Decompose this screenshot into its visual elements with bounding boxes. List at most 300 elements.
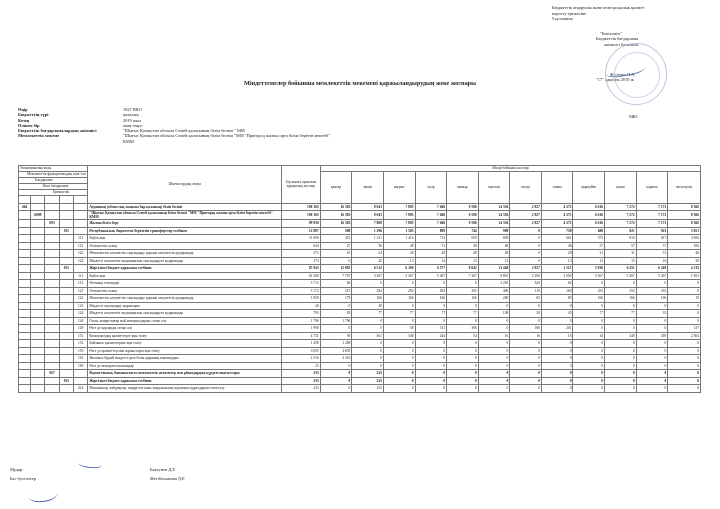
month-value-cell: 51 xyxy=(415,242,447,250)
expense-name-cell: Жалпы білім беру xyxy=(88,220,282,228)
month-value-cell: 0 xyxy=(541,355,573,363)
footer-signatures xyxy=(10,465,310,483)
table-row xyxy=(19,250,701,258)
code-cell: 122 xyxy=(74,295,88,303)
code-cell: 414 xyxy=(74,385,88,393)
code-cell xyxy=(45,377,59,385)
month-value-cell: 252 xyxy=(573,287,605,295)
month-value-cell: 0 xyxy=(383,377,415,385)
total-cell: 87 043 xyxy=(282,265,321,273)
meta-value: 2019 жыл xyxy=(123,117,142,123)
month-value-cell: 0 xyxy=(573,347,605,355)
code-cell xyxy=(19,317,31,325)
table-row xyxy=(19,265,701,273)
month-value-cell: 0 xyxy=(668,347,701,355)
code-cell xyxy=(19,211,31,220)
month-value-cell: 758 xyxy=(541,227,573,235)
month-value-cell: 7 805 xyxy=(383,203,415,211)
month-value-cell: 0 xyxy=(636,377,668,385)
code-cell xyxy=(59,235,73,243)
table-row xyxy=(19,242,701,250)
table-row xyxy=(19,227,701,235)
header-total: Бір жылға арналған қаржылық жоспар xyxy=(282,166,321,204)
month-value-cell: 714 xyxy=(415,235,447,243)
code-cell xyxy=(19,257,31,265)
month-value-cell: 3 265 xyxy=(478,280,510,288)
month-value-cell: 16 383 xyxy=(320,211,352,220)
expense-name-cell: Еңбек ақы xyxy=(88,235,282,243)
month-value-cell: 511 xyxy=(415,325,447,333)
month-value-cell: 1 458 xyxy=(320,340,352,348)
code-cell xyxy=(19,370,31,378)
month-value-cell: 7 172 xyxy=(636,203,668,211)
approval-line: әкімшісі басшысы xyxy=(604,41,639,47)
code-cell xyxy=(31,280,45,288)
month-value-cell: 7 172 xyxy=(636,211,668,220)
month-value-cell: 31 xyxy=(573,250,605,258)
table-row xyxy=(19,295,701,303)
expense-name-cell: Әлеуметтік салық xyxy=(88,242,282,250)
code-cell xyxy=(31,332,45,340)
meta-value: қалалық xyxy=(123,112,139,118)
code-cell xyxy=(45,362,59,370)
month-value-cell: 0 xyxy=(668,280,701,288)
month-value-cell: 6 249 xyxy=(636,265,668,273)
month-value-cell: 77 xyxy=(352,310,384,318)
month-value-cell: 7 272 xyxy=(605,220,637,228)
month-value-cell: 0 xyxy=(352,362,384,370)
month-value-cell: 0 xyxy=(510,227,542,235)
month-value-cell: 1 416 xyxy=(383,235,415,243)
code-cell xyxy=(45,265,59,273)
month-value-cell: 0 xyxy=(605,377,637,385)
month-value-cell: 2 827 xyxy=(510,203,542,211)
month-value-cell: 235 xyxy=(352,385,384,393)
code-cell xyxy=(59,257,73,265)
month-value-cell: 0 xyxy=(415,385,447,393)
total-cell: 4 731 xyxy=(282,332,321,340)
total-cell: 3 835 xyxy=(282,347,321,355)
director-name: Бактунов Д.Е xyxy=(150,467,176,472)
month-value-cell: 921 xyxy=(605,227,637,235)
month-value-cell: 186 xyxy=(510,325,542,333)
table-row xyxy=(19,317,701,325)
month-value-cell: 0 xyxy=(352,280,384,288)
month-value-cell: 6 300 xyxy=(383,265,415,273)
month-value-cell: 0 xyxy=(668,287,701,295)
month-value-cell: 6 xyxy=(320,257,352,265)
code-cell xyxy=(45,272,59,280)
month-value-cell: 5 367 xyxy=(352,272,384,280)
month-value-cell: 235 xyxy=(352,370,384,378)
month-value-cell: 292 xyxy=(415,287,447,295)
expense-name-cell: Міндетті әлеуметтік медициналық сақтандыруға аударымдар xyxy=(88,310,282,318)
month-value-cell: 0 xyxy=(415,370,447,378)
month-value-cell: 0 xyxy=(352,355,384,363)
month-value-cell: 48 xyxy=(383,242,415,250)
total-cell: 11 699 xyxy=(282,235,321,243)
month-value-cell: 0 xyxy=(636,302,668,310)
month-value-cell: 0 xyxy=(415,340,447,348)
code-cell xyxy=(59,310,73,318)
month-value-cell: 252 xyxy=(605,287,637,295)
meta-value: 1827 ВКО xyxy=(123,107,142,112)
month-value-cell: 0 xyxy=(447,340,479,348)
code-cell xyxy=(59,250,73,258)
code-cell xyxy=(74,220,88,228)
month-value-cell: 1 505 xyxy=(383,227,415,235)
code-cell: 151 xyxy=(74,332,88,340)
code-cell xyxy=(59,370,73,378)
code-cell xyxy=(59,203,73,211)
month-value-cell: 0 xyxy=(320,325,352,333)
month-value-cell: 0 xyxy=(510,347,542,355)
code-cell xyxy=(45,340,59,348)
meta-label: Бюджеттік бағдарламалардың әкімшісі xyxy=(18,128,97,134)
month-value-cell: 0 xyxy=(510,370,542,378)
code-cell xyxy=(19,250,31,258)
month-value-cell: 0 xyxy=(478,355,510,363)
month-value-cell: 77 xyxy=(415,310,447,318)
month-value-cell: 0 xyxy=(383,302,415,310)
code-cell xyxy=(31,362,45,370)
month-value-cell: 400 xyxy=(478,287,510,295)
month-value-cell: 0 xyxy=(510,362,542,370)
month-value-cell: 0 xyxy=(320,385,352,393)
month-value-cell: 7 767 xyxy=(320,272,352,280)
code-cell xyxy=(45,211,59,220)
month-value-cell: 661 xyxy=(541,235,573,243)
month-value-cell: 0 xyxy=(668,340,701,348)
month-value-cell: 2 950 xyxy=(541,272,573,280)
total-cell: 793 xyxy=(282,310,321,318)
total-cell: 100 165 xyxy=(282,211,321,220)
month-value-cell: 0 xyxy=(605,302,637,310)
month-value-cell: 1 796 xyxy=(320,317,352,325)
table-row xyxy=(19,325,701,333)
expense-name-cell: Мемлекеттік әлеуметтік сақтандыру қорына әлеуметтік аударымдар xyxy=(88,295,282,303)
month-value-cell: 13 448 xyxy=(478,265,510,273)
month-value-cell: 0 xyxy=(605,325,637,333)
code-cell xyxy=(45,257,59,265)
month-value-cell: 16 xyxy=(478,332,510,340)
expense-name-cell: Отын, жанар-жағар май материалдарын сатып алу xyxy=(88,317,282,325)
expense-name-cell: Өзге де ағымдағы шығындар xyxy=(88,362,282,370)
month-value-cell: 0 xyxy=(541,302,573,310)
month-value-cell: 179 xyxy=(320,295,352,303)
month-value-cell: 0 xyxy=(478,362,510,370)
month-value-cell: 0 xyxy=(573,280,605,288)
month-value-cell: 0 xyxy=(383,280,415,288)
total-cell: 235 xyxy=(282,385,321,393)
code-cell xyxy=(59,242,73,250)
month-value-cell: 0 xyxy=(415,355,447,363)
table-body xyxy=(19,203,701,392)
month-value-cell: 0 xyxy=(573,340,605,348)
month-value-cell: 166 xyxy=(352,295,384,303)
month-value-cell: 0 xyxy=(573,362,605,370)
total-cell: 173 xyxy=(282,257,321,265)
code-cell xyxy=(19,325,31,333)
code-cell xyxy=(59,295,73,303)
month-value-cell: 46 xyxy=(541,242,573,250)
financing-plan-table xyxy=(18,165,701,393)
month-header: маусым xyxy=(478,172,510,204)
total-cell: 1 796 xyxy=(282,317,321,325)
month-value-cell: 0 xyxy=(352,317,384,325)
code-cell xyxy=(19,265,31,273)
expense-name-cell: Мемлекеттік әлеуметтік сақтандыру қорына әлеуметтік аударымдар xyxy=(88,250,282,258)
month-header: қыркүйек xyxy=(573,172,605,204)
month-value-cell: 5 367 xyxy=(383,272,415,280)
month-value-cell: 0 xyxy=(636,355,668,363)
code-cell xyxy=(31,272,45,280)
month-value-cell: 108 xyxy=(478,310,510,318)
month-value-cell: 561 xyxy=(352,332,384,340)
total-cell: 1 850 xyxy=(282,295,321,303)
code-cell: 111 xyxy=(74,272,88,280)
code-cell xyxy=(31,227,45,235)
month-value-cell: 66 xyxy=(320,280,352,288)
header-specific: Ерекшелік xyxy=(19,190,88,196)
month-value-cell: 0 xyxy=(352,347,384,355)
code-cell: 152 xyxy=(74,340,88,348)
month-value-cell: 0 xyxy=(383,385,415,393)
code-cell xyxy=(45,280,59,288)
code-cell: 113 xyxy=(74,280,88,288)
month-value-cell: 77 xyxy=(573,310,605,318)
month-value-cell: 166 xyxy=(605,295,637,303)
code-cell xyxy=(31,257,45,265)
code-cell: 011 xyxy=(59,227,73,235)
code-cell xyxy=(19,377,31,385)
month-value-cell: 508 xyxy=(320,227,352,235)
code-cell xyxy=(19,235,31,243)
month-header: наурыз xyxy=(383,172,415,204)
code-cell xyxy=(59,340,73,348)
month-value-cell: 0 xyxy=(447,377,479,385)
code-cell xyxy=(31,385,45,393)
month-value-cell: 0 xyxy=(447,385,479,393)
code-cell: 015 xyxy=(59,265,73,273)
month-value-cell: 0 xyxy=(510,385,542,393)
month-value-cell: 0 xyxy=(320,362,352,370)
code-cell: 6009 xyxy=(31,211,45,220)
total-cell: 12 887 xyxy=(282,227,321,235)
month-header: қаңтар xyxy=(320,172,352,204)
month-value-cell: 0 xyxy=(478,340,510,348)
month-value-cell: 0 xyxy=(510,235,542,243)
month-value-cell: 9 867 xyxy=(478,272,510,280)
month-value-cell: 57 xyxy=(605,242,637,250)
month-value-cell: 0 xyxy=(605,355,637,363)
month-value-cell: 46 xyxy=(668,250,701,258)
month-value-cell: 3 xyxy=(541,362,573,370)
month-value-cell: 16 xyxy=(320,250,352,258)
code-cell: 123 xyxy=(74,302,88,310)
total-cell: 2 316 xyxy=(282,355,321,363)
table-row xyxy=(19,302,701,310)
month-value-cell: 28 xyxy=(541,250,573,258)
month-value-cell: 0 xyxy=(447,362,479,370)
expense-name-cell: Өзге де қызметтер мен жұмыстарға ақы төлеу xyxy=(88,347,282,355)
month-value-cell: 5 936 xyxy=(573,265,605,273)
total-cell: 371 xyxy=(282,250,321,258)
month-value-cell: 34 xyxy=(573,332,605,340)
month-value-cell: 889 xyxy=(415,227,447,235)
table-row xyxy=(19,310,701,318)
month-value-cell: 0 xyxy=(541,340,573,348)
month-value-cell: 9 586 xyxy=(447,220,479,228)
month-value-cell: 7 466 xyxy=(415,211,447,220)
code-cell xyxy=(31,242,45,250)
month-value-cell: 320 xyxy=(510,280,542,288)
code-cell xyxy=(19,302,31,310)
month-value-cell: 48 xyxy=(478,242,510,250)
month-value-cell: 0 xyxy=(510,377,542,385)
month-value-cell: 6 616 xyxy=(573,203,605,211)
month-value-cell: 2 827 xyxy=(510,265,542,273)
month-value-cell: 0 xyxy=(415,280,447,288)
month-value-cell: 0 xyxy=(510,242,542,250)
table-row xyxy=(19,203,701,211)
code-cell: 003 xyxy=(45,220,59,228)
month-value-cell: 0 xyxy=(320,302,352,310)
month-value-cell: 57 xyxy=(636,242,668,250)
code-cell xyxy=(74,377,88,385)
month-value-cell: 0 xyxy=(668,310,701,318)
code-cell xyxy=(31,287,45,295)
code-cell xyxy=(19,340,31,348)
code-cell xyxy=(31,235,45,243)
code-cell xyxy=(31,310,45,318)
month-value-cell: 45 xyxy=(541,310,573,318)
table-row xyxy=(19,377,701,385)
month-value-cell: 348 xyxy=(383,332,415,340)
month-value-cell: 1 853 xyxy=(668,272,701,280)
month-value-cell: 160 xyxy=(541,287,573,295)
code-cell: 111 xyxy=(74,235,88,243)
total-cell: 100 165 xyxy=(282,203,321,211)
month-value-cell: 0 xyxy=(541,370,573,378)
month-value-cell: 396 xyxy=(447,325,479,333)
month-value-cell: 0 xyxy=(383,340,415,348)
code-cell xyxy=(19,280,31,288)
expense-name-cell: Еңбек ақы xyxy=(88,272,282,280)
expense-name-cell: Жергілікті бюджет қаражаты есебінен xyxy=(88,377,282,385)
month-value-cell: 13 xyxy=(541,257,573,265)
month-value-cell: 0 xyxy=(478,385,510,393)
month-value-cell: 6 616 xyxy=(573,211,605,220)
month-value-cell: 8 366 xyxy=(668,211,701,220)
code-cell xyxy=(45,287,59,295)
month-value-cell: 1 121 xyxy=(352,235,384,243)
month-value-cell: 0 xyxy=(541,317,573,325)
meta-block xyxy=(18,107,338,144)
meta-label: Өңір xyxy=(18,107,28,112)
month-value-cell: 49 xyxy=(447,242,479,250)
code-cell: 124 xyxy=(74,310,88,318)
month-value-cell: 9 586 xyxy=(447,203,479,211)
approval-line: 5 қосымша xyxy=(552,16,573,22)
expense-name-cell: Байланыс қызметтеріне ақы төлеу xyxy=(88,340,282,348)
month-value-cell: 0 xyxy=(383,370,415,378)
approval-bekitemin: "Бекітемін" xyxy=(600,30,622,36)
month-value-cell: 0 xyxy=(636,370,668,378)
month-value-cell: 16 383 xyxy=(320,220,352,228)
month-value-cell: 54 xyxy=(352,250,384,258)
code-cell xyxy=(19,362,31,370)
month-value-cell: 166 xyxy=(447,295,479,303)
month-value-cell: 7 466 xyxy=(415,203,447,211)
accountant-name: Жетібасымова Д.Е xyxy=(150,476,185,481)
month-value-cell: 0 xyxy=(605,362,637,370)
month-value-cell: 0 xyxy=(541,377,573,385)
month-value-cell: 110 xyxy=(510,287,542,295)
code-cell: 067 xyxy=(45,370,59,378)
code-cell: 464 xyxy=(19,203,31,211)
code-cell xyxy=(19,347,31,355)
table-row xyxy=(19,340,701,348)
expense-name-cell: Машиналар, жабдықтар, өндірістік және шаруашылық мүкәммал құралдарын сатып алу xyxy=(88,385,282,393)
code-cell xyxy=(45,385,59,393)
expense-name-cell: Республикалық бюджеттен берілетін трансферттер есебінен xyxy=(88,227,282,235)
code-cell xyxy=(59,287,73,295)
month-value-cell: 0 xyxy=(541,347,573,355)
month-value-cell: 7 172 xyxy=(636,220,668,228)
month-value-cell: 19 xyxy=(668,295,701,303)
month-value-cell: 77 xyxy=(605,310,637,318)
approval-date: "17" қаңтарь 2019 ж xyxy=(596,77,634,83)
month-header: ақпан xyxy=(352,172,384,204)
month-value-cell: 0 xyxy=(573,385,605,393)
month-value-cell: 5 367 xyxy=(605,272,637,280)
month-value-cell: 908 xyxy=(478,227,510,235)
month-value-cell: 77 xyxy=(383,310,415,318)
code-cell xyxy=(45,250,59,258)
month-value-cell: 659 xyxy=(447,235,479,243)
table-row xyxy=(19,385,701,393)
table-row xyxy=(19,287,701,295)
month-value-cell: 166 xyxy=(636,295,668,303)
month-value-cell: 244 xyxy=(415,332,447,340)
accountant-label: Бас бухгалтер xyxy=(10,476,37,481)
month-value-cell: 31 xyxy=(605,250,637,258)
month-value-cell: 0 xyxy=(636,325,668,333)
total-cell: 40 xyxy=(282,302,321,310)
month-value-cell: 14 356 xyxy=(478,220,510,228)
month-value-cell: 13 xyxy=(573,257,605,265)
approval-line: Бюджеттік атқарушы және оған қасқалық қызмет xyxy=(552,5,645,10)
code-cell xyxy=(45,227,59,235)
month-value-cell: 0 xyxy=(668,355,701,363)
month-value-cell: 7 808 xyxy=(352,220,384,228)
month-value-cell: 0 xyxy=(383,317,415,325)
month-value-cell: 0 xyxy=(478,370,510,378)
meta-label: Мемлекеттік мекеме xyxy=(18,133,60,139)
code-cell: 121 xyxy=(74,242,88,250)
month-value-cell: 0 xyxy=(573,317,605,325)
table-row xyxy=(19,332,701,340)
header-program: Бағдарлама xyxy=(19,178,88,184)
month-value-cell: 0 xyxy=(636,362,668,370)
code-cell xyxy=(19,227,31,235)
code-cell xyxy=(31,317,45,325)
month-value-cell: 0 xyxy=(605,370,637,378)
code-cell xyxy=(59,272,73,280)
meta-label: Кезең xyxy=(18,117,30,123)
month-value-cell: 201 xyxy=(541,325,573,333)
